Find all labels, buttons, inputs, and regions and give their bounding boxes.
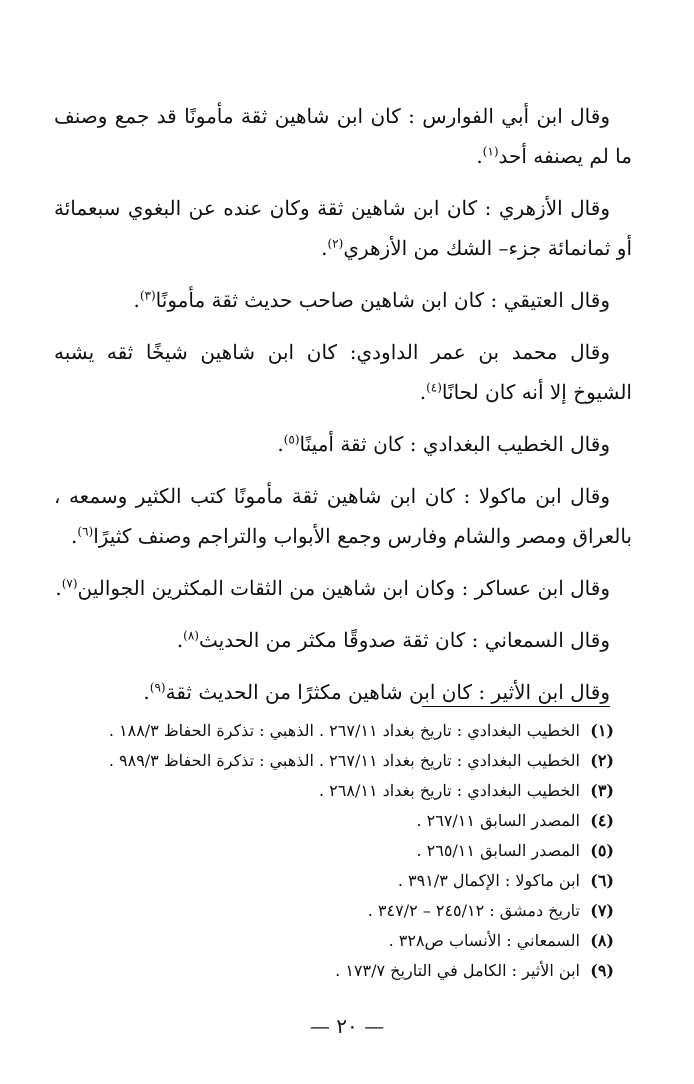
main-text	[54, 96, 632, 724]
footnote-number: (١)	[590, 721, 614, 740]
paragraph-al-atiqi: وقال العتيقي : كان ابن شاهين صاحب حديث ثقة مأمونًا$^{(٣)}$.	[133, 288, 610, 312]
paragraph-al-khatib: وقال الخطيب البغدادي : كان ثقة أمينًا$^{(٥)}$.	[277, 432, 610, 456]
paragraph-text: وقال الخطيب البغدادي : كان ثقة أمينًا	[299, 432, 610, 456]
footnote-number: (٥)	[590, 841, 614, 860]
footnote-item	[54, 866, 614, 896]
footnote-item	[54, 956, 614, 986]
page-number: — ٢٠ —	[309, 1014, 385, 1038]
footnote-item	[54, 896, 614, 926]
paragraph-ibn-makula: وقال ابن ماكولا : كان ابن شاهين ثقة مأمونًا كتب الكثير وسمعه ، بالعراق ومصر والشام وفارس وجمع الأبواب والتراجم وصنف كثيرًا$^{(٦)}$.	[54, 484, 632, 548]
footnote-ref[interactable]: (٤)	[426, 380, 442, 395]
footnote-number: (٧)	[590, 901, 614, 920]
footnote-ref[interactable]: (٨)	[183, 628, 199, 643]
paragraph-ibn-al-athir: وقال ابن الأثير : كان ابن شاهين مكثرًا من الحديث ثقة$^{(٩)}$.	[143, 680, 610, 704]
footnote-text: السمعاني : الأنساب ص٣٢٨ .	[388, 931, 580, 950]
paragraph-text: وقال ابن الأثير : كان ابن شاهين مكثرًا من الحديث ثقة	[165, 680, 610, 704]
paragraph-text: وقال ابن ماكولا : كان ابن شاهين ثقة مأمونًا كتب الكثير وسمعه ، بالعراق ومصر والشام وفارس وجمع الأبواب والتراجم وصنف كثيرًا	[54, 484, 632, 548]
paragraph-text: وقال ابن عساكر : وكان ابن شاهين من الثقات المكثرين الجوالين	[77, 576, 610, 600]
footnote-ref[interactable]: (٢)	[327, 236, 344, 251]
paragraph-text: وقال الأزهري : كان ابن شاهين ثقة وكان عنده عن البغوي سبعمائة أو ثمانمائة جزء– الشك من الأزهري	[54, 196, 632, 260]
paragraph-al-azhari: وقال الأزهري : كان ابن شاهين ثقة وكان عنده عن البغوي سبعمائة أو ثمانمائة جزء– الشك من الأزهري$^{(٢)}$.	[54, 196, 632, 260]
footnote-item	[54, 806, 614, 836]
footnote-item	[54, 776, 614, 806]
paragraph-text: وقال السمعاني : كان ثقة صدوقًا مكثر من الحديث	[198, 628, 610, 652]
footnote-number: (٨)	[590, 931, 614, 950]
footnote-text: ابن ماكولا : الإكمال ٣٩١/٣ .	[397, 871, 580, 890]
paragraph-text: وقال محمد بن عمر الداودي: كان ابن شاهين شيخًا ثقه يشبه الشيوخ إلا أنه كان لحانًا	[54, 340, 632, 404]
footnote-item	[54, 926, 614, 956]
footnote-text: الخطيب البغدادي : تاريخ بغداد ٢٦٧/١١ . الذهبي : تذكرة الحفاظ ٩٨٩/٣ .	[108, 751, 580, 770]
footnote-number: (٤)	[590, 811, 614, 830]
footnote-ref[interactable]: (١)	[482, 144, 499, 159]
footnote-item	[54, 746, 614, 776]
footnote-number: (٢)	[590, 751, 614, 770]
footnote-ref[interactable]: (٧)	[61, 576, 78, 591]
footnote-separator	[422, 706, 610, 707]
footnote-text: تاريخ دمشق : ٢٤٥/١٢ – ٣٤٧/٢ .	[367, 901, 580, 920]
paragraph-ibn-asakir: وقال ابن عساكر : وكان ابن شاهين من الثقات المكثرين الجوالين$^{(٧)}$.	[55, 576, 610, 600]
paragraph-ibn-abi-al-fawaris: وقال ابن أبي الفوارس : كان ابن شاهين ثقة مأمونًا قد جمع وصنف ما لم يصنفه أحد$^{(١)}$.	[54, 104, 632, 168]
paragraph-text: وقال العتيقي : كان ابن شاهين صاحب حديث ثقة مأمونًا	[155, 288, 610, 312]
paragraph-al-samani: وقال السمعاني : كان ثقة صدوقًا مكثر من الحديث$^{(٨)}$.	[176, 628, 610, 652]
footnote-ref[interactable]: (٦)	[77, 524, 94, 539]
footnote-number: (٩)	[590, 961, 614, 980]
footnote-number: (٣)	[590, 781, 614, 800]
footnote-item	[54, 836, 614, 866]
footnote-text: الخطيب البغدادي : تاريخ بغداد ٢٦٨/١١ .	[319, 781, 580, 800]
footnote-text: المصدر السابق ٢٦٥/١١ .	[416, 841, 580, 860]
footnote-text: ابن الأثير : الكامل في التاريخ ١٧٣/٧ .	[335, 961, 580, 980]
footnote-text: المصدر السابق ٢٦٧/١١ .	[416, 811, 580, 830]
footnote-ref[interactable]: (٥)	[283, 432, 300, 447]
paragraph-al-dawudi: وقال محمد بن عمر الداودي: كان ابن شاهين شيخًا ثقه يشبه الشيوخ إلا أنه كان لحانًا$^{(٤)}$.	[54, 340, 632, 404]
footnotes-list	[54, 716, 614, 986]
footnote-item	[54, 716, 614, 746]
footnote-ref[interactable]: (٩)	[149, 680, 166, 695]
footnote-number: (٦)	[590, 871, 614, 890]
paragraph-text: وقال ابن أبي الفوارس : كان ابن شاهين ثقة مأمونًا قد جمع وصنف ما لم يصنفه أحد	[54, 104, 632, 168]
footnote-text: الخطيب البغدادي : تاريخ بغداد ٢٦٧/١١ . الذهبي : تذكرة الحفاظ ١٨٨/٣ .	[108, 721, 580, 740]
footnote-ref[interactable]: (٣)	[139, 288, 156, 303]
